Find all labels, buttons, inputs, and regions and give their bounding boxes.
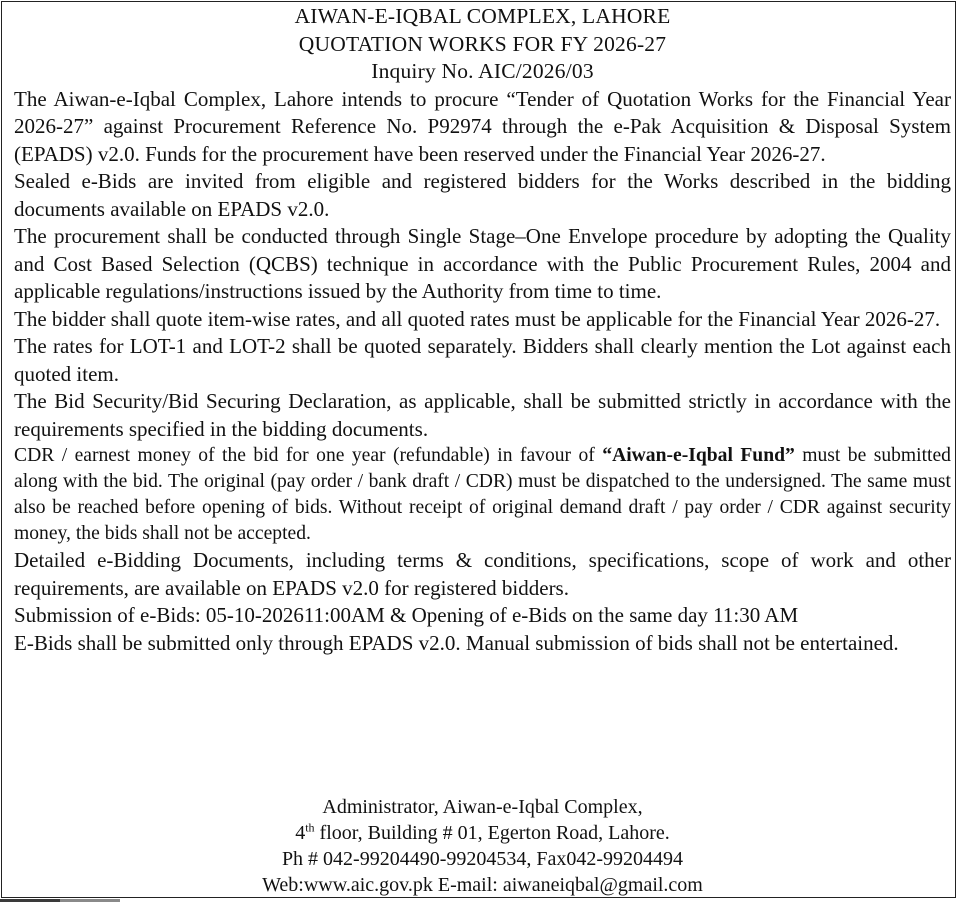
paragraph-submission-dates: Submission of e-Bids: 05-10-202611:00AM & Opening of e-Bids on the same day 11:30 AM [14,603,799,627]
signatory: Administrator, Aiwan-e-Iqbal Complex, [322,796,643,818]
web-email: Web:www.aic.gov.pk E-mail: aiwaneiqbal@gmail.com [262,874,703,896]
fund-name: “Aiwan-e-Iqbal Fund” [602,445,795,466]
address [14,820,951,846]
notice-header [14,3,951,86]
phone-fax: Ph # 042-99204490-99204534, Fax042-99204494 [281,848,684,870]
organization-title: AIWAN-E-IQBAL COMPLEX, LAHORE [294,4,671,28]
paragraph-procurement-intent: The Aiwan-e-Iqbal Complex, Lahore intends to procure “Tender of Quotation Works for the Financial Year 2026-27” against Procurement Reference No. P92974 through the e-Pak Acquisition & Disposal System (EPADS) v2.0. Funds for the procurement have been reserved under the Financial Year 2026-27. [14,86,951,166]
cdr-text-start: CDR / earnest money of the bid for one year (refundable) in favour of [14,445,603,466]
signature-block [14,794,951,898]
tender-notice [14,3,951,896]
paragraph-sealed-bids: Sealed e-Bids are invited from eligible and registered bidders for the Works described in the bidding documents available on EPADS v2.0. [14,169,951,221]
paragraph-bid-security: The Bid Security/Bid Securing Declaration, as applicable, shall be submitted strictly in accordance with the requirements specified in the bidding documents. [14,389,951,441]
paragraph-cdr [14,443,951,547]
paragraph-epads-only: E-Bids shall be submitted only through EPADS v2.0. Manual submission of bids shall not be entertained. [14,630,899,655]
inquiry-number: Inquiry No. AIC/2026/03 [371,59,594,83]
paragraph-item-wise-rates: The bidder shall quote item-wise rates, and all quoted rates must be applicable for the Financial Year 2026-27. [14,306,941,331]
paragraph-documents: Detailed e-Bidding Documents, including terms & conditions, specifications, scope of work and other requirements, are available on EPADS v2.0 for registered bidders. [14,548,951,600]
paragraph-procedure: The procurement shall be conducted through Single Stage–One Envelope procedure by adopting the Quality and Cost Based Selection (QCBS) technique in accordance with the Public Procurement Rules, 2004 and applicable regulations/instructions issued by the Authority from time to time. [14,224,951,303]
floor-number: 4 [295,822,306,844]
address-rest: floor, Building # 01, Egerton Road, Lahore. [314,822,670,844]
notice-title: QUOTATION WORKS FOR FY 2026-27 [298,31,667,56]
floor-suffix: th [305,820,315,835]
cdr-text-end: must be submitted along with the bid. The original (pay order / bank draft / CDR) must be dispatched to the undersigned. The same must also be reached before opening of bids. Without receipt of original demand draft / pay order / CDR against security money, the bids shall not be accepted. [14,445,951,544]
paragraph-lots: The rates for LOT-1 and LOT-2 shall be quoted separately. Bidders shall clearly mention the Lot against each quoted item. [14,334,951,386]
